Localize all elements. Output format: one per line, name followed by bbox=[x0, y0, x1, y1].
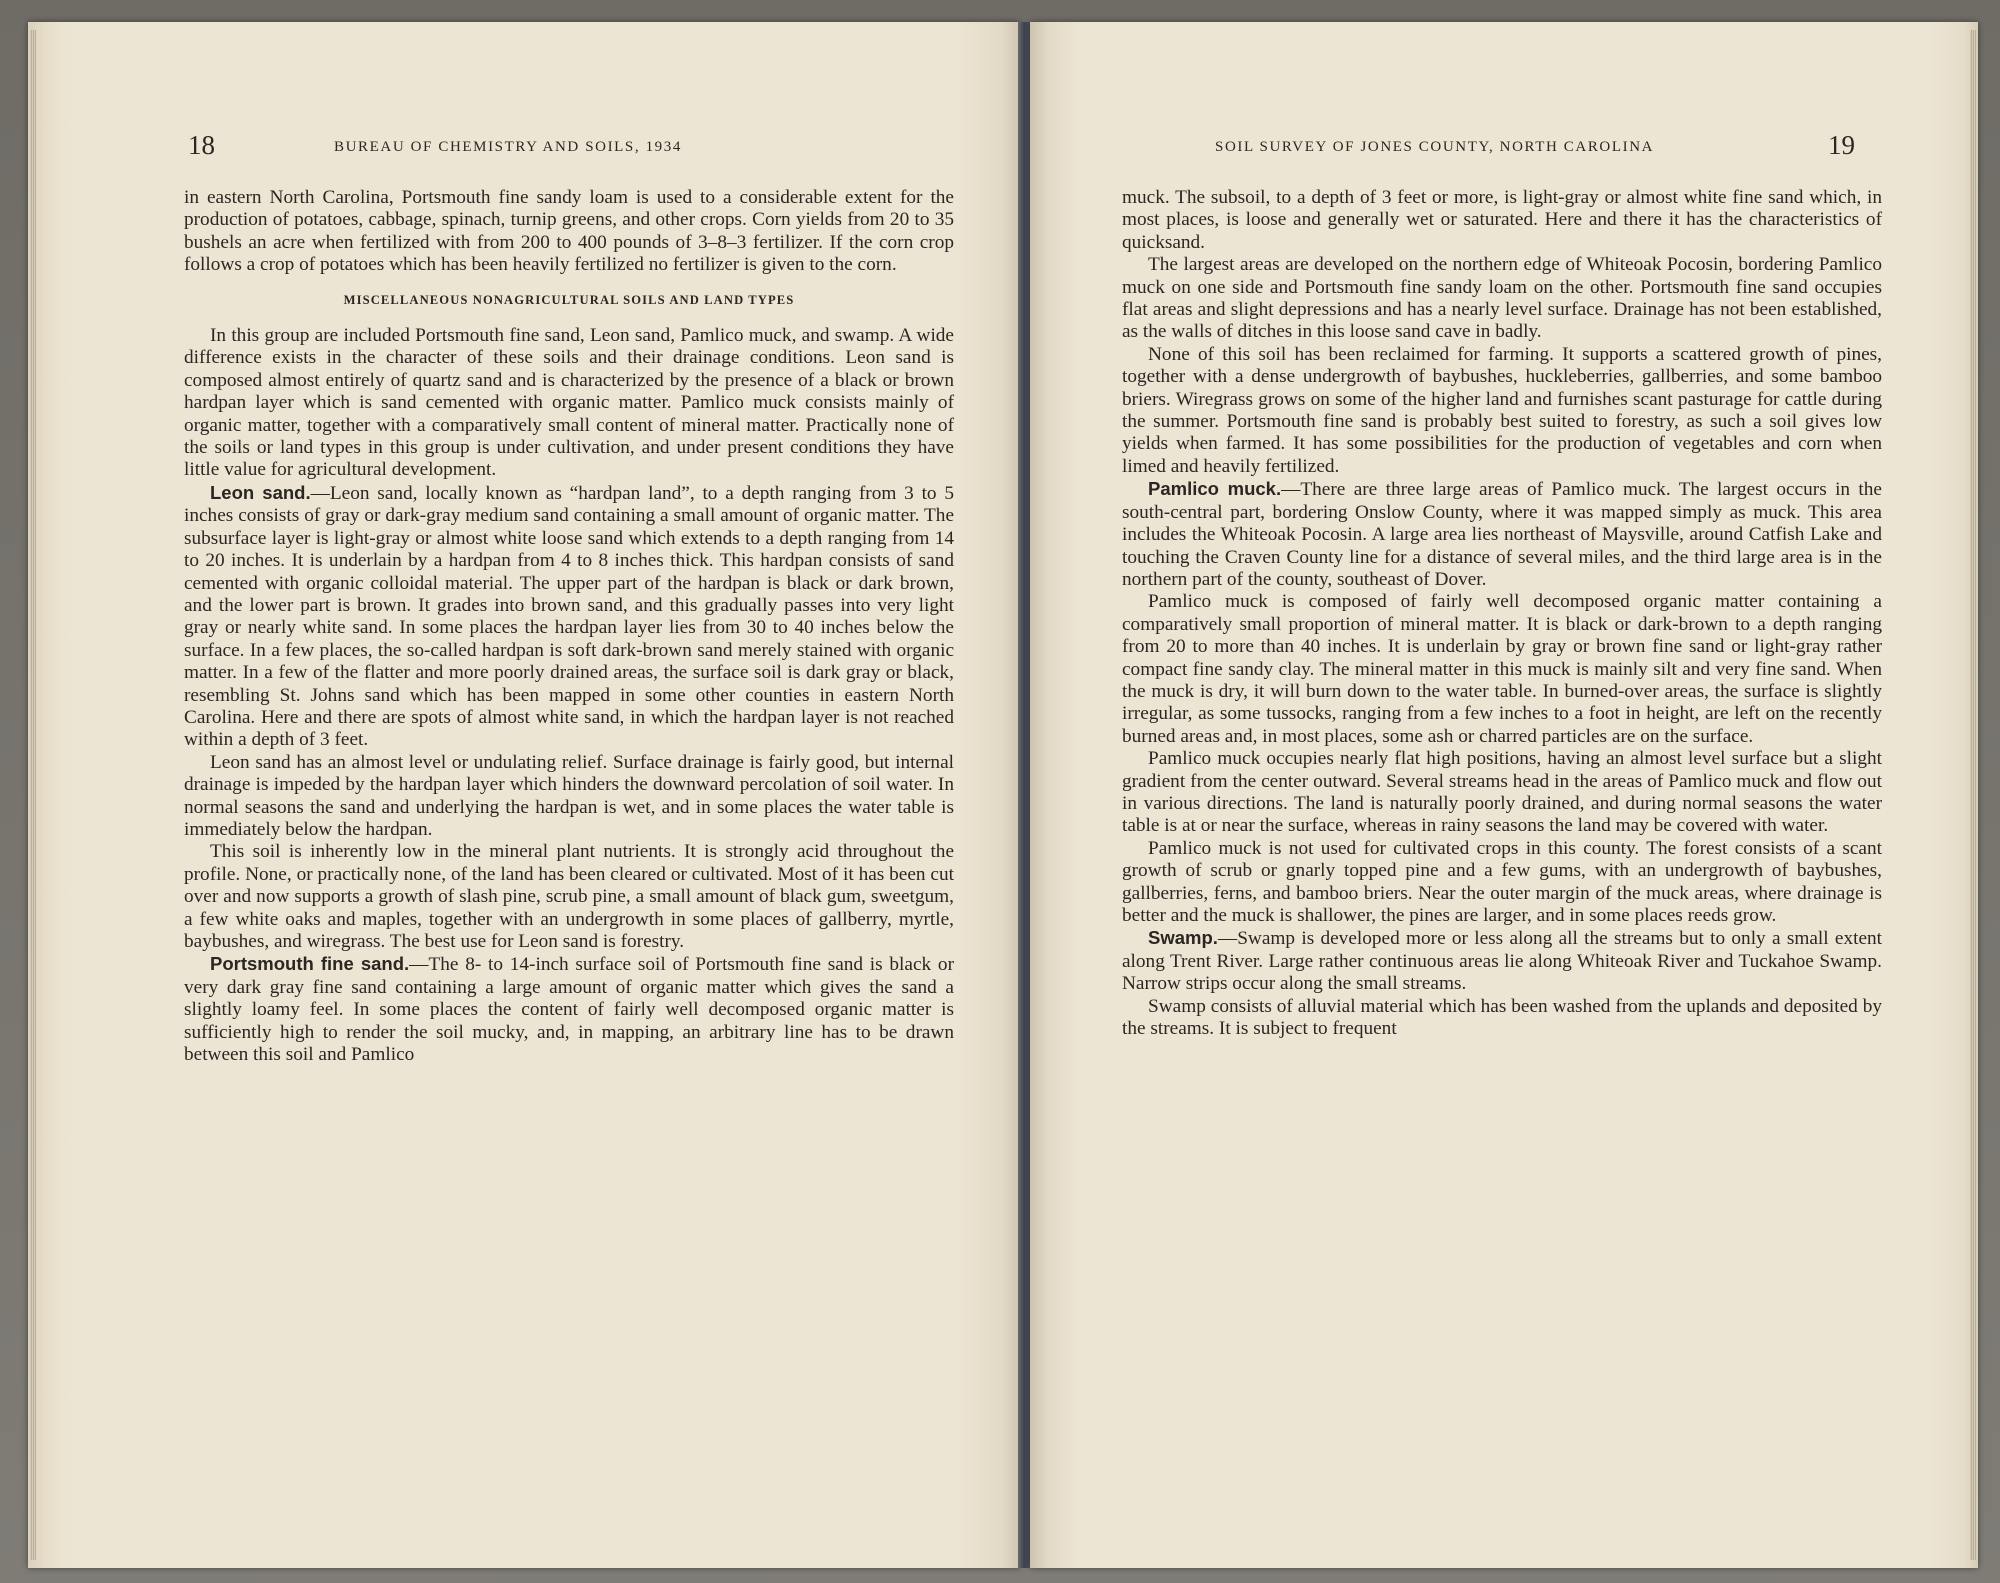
left-page-body bbox=[184, 187, 954, 1066]
paragraph: Pamlico muck occupies nearly flat high positions, having an almost level surface but a slight gradient from the center outward. Several streams head in the areas of Pamlico muck and flow out in various directions. The land is naturally poorly drained, and during normal seasons the water table is at or near the surface, whereas in rainy seasons the land may be covered with water. bbox=[1122, 748, 1882, 837]
term-portsmouth-fine-sand: Portsmouth fine sand. bbox=[210, 953, 410, 975]
term-leon-sand: Leon sand. bbox=[210, 481, 311, 503]
paragraph-text: —The 8- to 14-inch surface soil of Portsmouth fine sand is black or very dark gray fine sand containing a large amount of organic matter which gives the sand a slightly loamy feel. In some places the content of fairly well decomposed organic matter is sufficiently high to render the soil mucky, and, in mapping, an arbitrary line has to be drawn between this soil and Pamlico bbox=[184, 954, 954, 1066]
page-edge-right bbox=[1970, 30, 1976, 1560]
paragraph: Leon sand has an almost level or undulating relief. Surface drainage is fairly good, but internal drainage is impeded by the hardpan layer which hinders the downward percolation of soil water. In normal seasons the sand and underlying the hardpan is wet, and in some places the water table is immediately below the hardpan. bbox=[184, 751, 954, 840]
paragraph: Swamp consists of alluvial material which has been washed from the uplands and deposited by the streams. It is subject to frequent bbox=[1122, 995, 1882, 1040]
left-running-title: BUREAU OF CHEMISTRY AND SOILS, 1934 bbox=[334, 139, 682, 155]
term-swamp: Swamp. bbox=[1148, 927, 1218, 949]
right-running-title: SOIL SURVEY OF JONES COUNTY, NORTH CAROLINA bbox=[1215, 139, 1655, 155]
paragraph-text: —Leon sand, locally known as “hardpan land”, to a depth ranging from 3 to 5 inches consists of gray or dark-gray medium sand containing a small amount of organic matter. The subsurface layer is light-gray or almost white loose sand which extends to a depth ranging from 14 to 20 inches. It is underlain by a hardpan from 4 to 8 inches thick. This hardpan consists of sand cemented with organic colloidal material. The upper part of the hardpan is black or dark brown, and the lower part is brown. It grades into brown sand, and this gradually passes into very light gray or nearly white sand. In some places the hardpan layer lies from 30 to 40 inches below the surface. In a few places, the so-called hardpan is soft dark-brown sand merely stained with organic matter. In a few of the flatter and more poorly drained areas, the surface soil is dark gray or black, resembling St. Johns sand which has been mapped in some other counties in eastern North Carolina. Here and there are spots of almost white sand, in which the hardpan layer is not reached within a depth of 3 feet. bbox=[184, 482, 955, 751]
paragraph: Pamlico muck is composed of fairly well decomposed organic matter containing a comparatively small proportion of mineral matter. It is black or dark-brown to a depth ranging from 20 to more than 40 inches. It is underlain by gray or brown fine sand or light-gray rather compact fine sandy clay. The mineral matter in this muck is mainly silt and very fine sand. When the muck is dry, it will burn down to the water table. In burned-over areas, the surface is slightly irregular, as some tussocks, ranging from a few inches to a foot in height, are left on the recently burned areas and, in most places, some ash or charred particles are on the surface. bbox=[1122, 591, 1882, 747]
right-page bbox=[1030, 22, 1978, 1568]
right-page-number: 19 bbox=[1828, 130, 1855, 160]
paragraph: The largest areas are developed on the northern edge of Whiteoak Pocosin, bordering Pamlico muck on one side and Portsmouth fine sandy loam on the other. Portsmouth fine sand occupies flat areas and slight depressions and has a nearly level surface. Drainage has not been established, as the walls of ditches in this loose sand cave in badly. bbox=[1122, 254, 1882, 343]
paragraph-pamlico-muck bbox=[1122, 478, 1882, 591]
paragraph: muck. The subsoil, to a depth of 3 feet or more, is light-gray or almost white fine sand which, in most places, is loose and generally wet or saturated. Here and there it has the characteristics of quicksand. bbox=[1122, 187, 1882, 253]
paragraph-portsmouth-fine-sand bbox=[184, 953, 954, 1066]
paragraph: in eastern North Carolina, Portsmouth fine sandy loam is used to a considerable extent for the production of potatoes, cabbage, spinach, turnip greens, and other crops. Corn yields from 20 to 35 bushels an acre when fertilized with from 200 to 400 pounds of 3–8–3 fertilizer. If the corn crop follows a crop of potatoes which has been heavily fertilized no fertilizer is given to the corn. bbox=[184, 187, 954, 276]
paragraph-swamp bbox=[1122, 927, 1882, 995]
paragraph-text: —Swamp is developed more or less along all the streams but to only a small extent along Trent River. Large rather continuous areas lie along Whiteoak River and Tuckahoe Swamp. Narrow strips occur along the small streams. bbox=[1122, 928, 1882, 995]
term-pamlico-muck: Pamlico muck. bbox=[1148, 478, 1282, 500]
paragraph-text: —There are three large areas of Pamlico muck. The largest occurs in the south-central part, bordering Onslow County, where it was mapped simply as muck. This area includes the Whiteoak Pocosin. A large area lies northeast of Maysville, around Catfish Lake and touching the Craven County line for a distance of several miles, and the third large area is in the northern part of the county, southeast of Dover. bbox=[1122, 479, 1882, 590]
paragraph: Pamlico muck is not used for cultivated crops in this county. The forest consists of a scant growth of scrub or gnarly topped pine and a few gums, with an undergrowth of baybushes, gallberries, ferns, and bamboo briers. Near the outer margin of the muck areas, where drainage is better and the muck is shallower, the pines are larger, and in some places reeds grow. bbox=[1122, 837, 1882, 926]
paragraph: None of this soil has been reclaimed for farming. It supports a scattered growth of pines, together with a dense undergrowth of baybushes, huckleberries, gallberries, and some bamboo briers. Wiregrass grows on some of the higher land and furnishes scant pasturage for cattle during the summer. Portsmouth fine sand is probably best suited to forestry, as such a soil gives low yields when farmed. It has some possibilities for the production of vegetables and corn when limed and heavily fertilized. bbox=[1122, 343, 1882, 477]
page-edge-left bbox=[30, 30, 36, 1560]
paragraph: In this group are included Portsmouth fine sand, Leon sand, Pamlico muck, and swamp. A wide difference exists in the character of these soils and their drainage conditions. Leon sand is composed almost entirely of quartz sand and is characterized by the presence of a black or brown hardpan layer which is sand cemented with organic matter. Pamlico muck consists mainly of organic matter, together with a comparatively small content of mineral matter. Practically none of the soils or land types in this group is under cultivation, and under present conditions they have little value for agricultural development. bbox=[184, 325, 954, 481]
left-page-number: 18 bbox=[188, 130, 215, 160]
left-page bbox=[28, 22, 1020, 1568]
book-spread bbox=[28, 22, 1988, 1568]
paragraph-leon-sand bbox=[184, 482, 954, 752]
section-heading: MISCELLANEOUS NONAGRICULTURAL SOILS AND LAND TYPES bbox=[343, 292, 795, 307]
right-page-body bbox=[1122, 187, 1882, 1040]
paragraph: This soil is inherently low in the mineral plant nutrients. It is strongly acid throughout the profile. None, or practically none, of the land has been cleared or cultivated. Most of it has been cut over and now supports a growth of slash pine, scrub pine, a small amount of black gum, sweetgum, a few white oaks and maples, together with an undergrowth in some places of gallberry, myrtle, baybushes, and wiregrass. The best use for Leon sand is forestry. bbox=[184, 841, 954, 952]
